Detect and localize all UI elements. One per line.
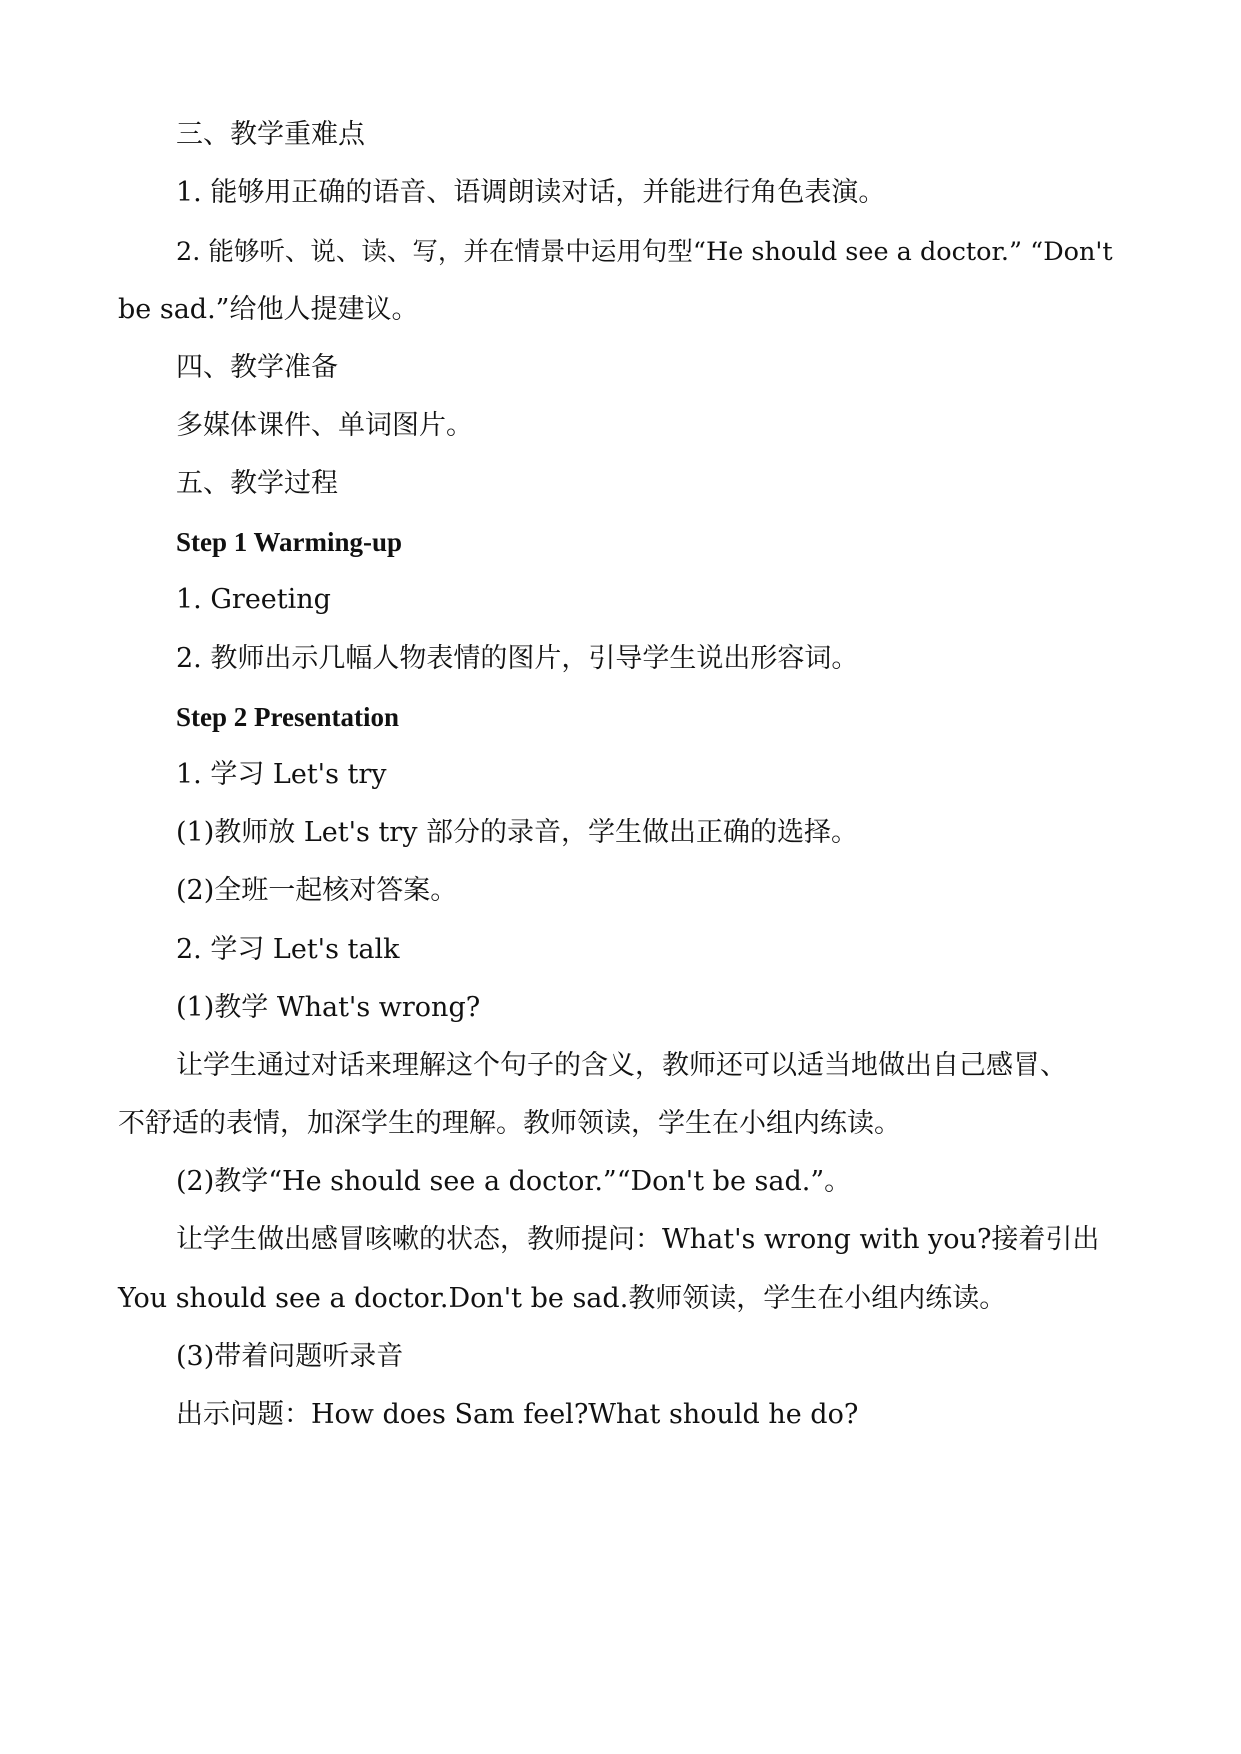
list-item: 2. 能够听、说、读、写，并在情景中运用句型“He should see a doctor.” “Don't xyxy=(176,237,1113,267)
paragraph-continuation: 不舒适的表情，加深学生的理解。教师领读，学生在小组内练读。 xyxy=(118,1108,901,1139)
list-item: (3)带着问题听录音 xyxy=(176,1341,404,1372)
list-item: 1. Greeting xyxy=(176,584,331,615)
section-heading-preparation: 四、教学准备 xyxy=(176,352,338,383)
paragraph: 多媒体课件、单词图片。 xyxy=(176,410,473,441)
list-item: 1. 能够用正确的语音、语调朗读对话，并能进行角色表演。 xyxy=(176,177,886,208)
section-heading-process: 五、教学过程 xyxy=(176,468,338,499)
list-item: (2)全班一起核对答案。 xyxy=(176,875,458,906)
list-item-continuation: be sad.”给他人提建议。 xyxy=(118,294,419,325)
paragraph: 让学生做出感冒咳嗽的状态，教师提问：What's wrong with you?接着引出 xyxy=(176,1224,1100,1255)
list-item: (1)教师放 Let's try 部分的录音，学生做出正确的选择。 xyxy=(176,817,859,848)
list-item: 2. 学习 Let's talk xyxy=(176,934,400,965)
list-item: 1. 学习 Let's try xyxy=(176,759,387,790)
list-item: (2)教学“He should see a doctor.”“Don't be sad.”。 xyxy=(176,1166,852,1197)
paragraph: 让学生通过对话来理解这个句子的含义，教师还可以适当地做出自己感冒、 xyxy=(176,1050,1067,1081)
step-heading-presentation: Step 2 Presentation xyxy=(176,702,399,732)
section-heading-key-points: 三、教学重难点 xyxy=(176,119,365,150)
paragraph-continuation: You should see a doctor.Don't be sad.教师领读，学生在小组内练读。 xyxy=(118,1283,1007,1314)
step-heading-warming-up: Step 1 Warming-up xyxy=(176,527,403,557)
list-item: (1)教学 What's wrong? xyxy=(176,992,481,1023)
list-item: 2. 教师出示几幅人物表情的图片，引导学生说出形容词。 xyxy=(176,643,859,674)
paragraph: 出示问题：How does Sam feel?What should he do? xyxy=(176,1399,859,1430)
